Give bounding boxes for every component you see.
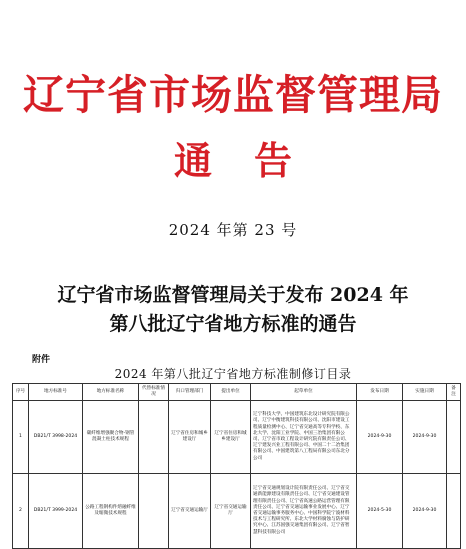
col-header-replace: 代替标准情况 xyxy=(139,384,169,401)
col-header-publish: 发布日期 xyxy=(357,384,403,401)
col-header-effective: 实施日期 xyxy=(403,384,447,401)
cell-no: 1 xyxy=(13,401,29,474)
cell-publish: 2024-5-30 xyxy=(357,474,403,549)
cell-mgmt: 辽宁省交通运输厅 xyxy=(169,474,211,549)
col-header-mgmt: 归口管理部门 xyxy=(169,384,211,401)
col-header-name: 地方标准名称 xyxy=(83,384,139,401)
table-header-row xyxy=(13,384,461,401)
cell-code: DB21/T 3999-2024 xyxy=(29,474,83,549)
cell-remark xyxy=(447,474,461,549)
table-row xyxy=(13,401,461,474)
cell-replace xyxy=(139,474,169,549)
annex-title: 2024 年第八批辽宁省地方标准制修订目录 xyxy=(114,367,352,381)
cell-proposer: 辽宁省住房和城乡建设厅 xyxy=(211,401,251,474)
cell-effective: 2024-9-30 xyxy=(403,474,447,549)
document-title-line-2: 第八批辽宁省地方标准的通告 xyxy=(109,313,357,335)
col-header-proposer: 提出单位 xyxy=(211,384,251,401)
cell-effective: 2024-9-30 xyxy=(403,401,447,474)
table-row xyxy=(13,474,461,549)
cell-code: DB21/T 3998-2024 xyxy=(29,401,83,474)
cell-name: 碳纤维增强聚合物-钢管混凝土柱技术规程 xyxy=(83,401,139,474)
document-number: 2024 年第 23 号 xyxy=(168,221,298,239)
cell-mgmt: 辽宁省住房和城乡建设厅 xyxy=(169,401,211,474)
cell-publish: 2024-9-30 xyxy=(357,401,403,474)
cell-replace xyxy=(139,401,169,474)
cell-drafter: 辽宁省交通规划设计院有限责任公司、辽宁省交通新能源建设有限责任公司、辽宁省交通建设管理有限责任公司、辽宁省高速公路运营管理有限责任公司、辽宁省交通运输事业发展中心、辽宁省交通运输事务服务中心、中国科学院宁波材料技术与工程研究所、东北大学材料腐蚀与防护研究中心、江苏国强交通集团有限公司、辽宁省智慧科技有限公司 xyxy=(251,474,357,549)
col-header-drafter: 起草单位 xyxy=(251,384,357,401)
cell-proposer: 辽宁省交通运输厅 xyxy=(211,474,251,549)
cell-drafter: 辽宁科技大学、中国建筑东北设计研究院有限公司、辽宁中衡建筑科技有限公司、沈阳市建设工程质量检测中心、辽宁省交通高等专科学校、东北大学、沈阳工业学院、中国三冶集团有限公司、辽宁省市政工程设计研究院有限责任公司、辽宁建发兴业工程有限公司、中国二十二冶集团有限公司、中国建筑第八工程局有限公司东北分公司 xyxy=(251,401,357,474)
document-title-line-1: 辽宁省市场监督管理局关于发布 2024 年 xyxy=(57,284,409,306)
cell-no: 2 xyxy=(13,474,29,549)
annex-label: 附件 xyxy=(32,355,51,365)
col-header-no: 序号 xyxy=(13,384,29,401)
cell-remark xyxy=(447,401,461,474)
agency-name: 辽宁省市场监督管理局 xyxy=(23,71,443,119)
standards-table xyxy=(12,383,461,549)
notice-heading: 通告 xyxy=(173,139,334,183)
col-header-remark: 备注 xyxy=(447,384,461,401)
cell-name: 公路工程钢构件熔融纤维及缩微技术规程 xyxy=(83,474,139,549)
col-header-code: 地方标准号 xyxy=(29,384,83,401)
